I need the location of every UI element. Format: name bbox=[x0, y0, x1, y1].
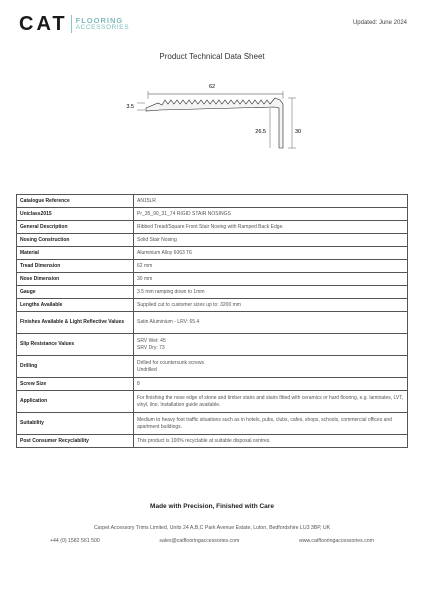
page-title: Product Technical Data Sheet bbox=[159, 52, 265, 61]
spec-key: Catalogue Reference bbox=[17, 195, 134, 208]
footer-website[interactable]: www.catflooringaccessories.com bbox=[299, 538, 374, 544]
logo-sub-line-1: FLOORING bbox=[75, 16, 124, 25]
footer-slogan: Made with Precision, Finished with Care bbox=[150, 503, 274, 510]
spec-key: Finishes Available & Light Reflective Values bbox=[17, 312, 134, 334]
table-row bbox=[17, 334, 408, 356]
spec-value bbox=[134, 356, 408, 378]
logo-sub-line-2: ACCESSORIES bbox=[75, 24, 130, 31]
spec-value: 8 bbox=[134, 378, 408, 391]
spec-value: Ribbed Tread/Square Front Stair Nosing with Ramped Back Edge. bbox=[134, 221, 408, 234]
spec-key: Suitability bbox=[17, 413, 134, 435]
spec-key: Nose Dimension bbox=[17, 273, 134, 286]
spec-value: 30 mm bbox=[134, 273, 408, 286]
table-row bbox=[17, 208, 408, 221]
updated-date: Updated: June 2024 bbox=[352, 20, 407, 26]
spec-key: Gauge bbox=[17, 286, 134, 299]
logo-divider bbox=[71, 15, 72, 33]
spec-key: Uniclass2015 bbox=[17, 208, 134, 221]
outer-height-dimension-label: 30 bbox=[295, 129, 302, 135]
logo-wordmark: CAT bbox=[19, 13, 68, 35]
spec-value: Aluminium Alloy 6063 T6 bbox=[134, 247, 408, 260]
spec-key: General Description bbox=[17, 221, 134, 234]
footer-email[interactable]: sales@catflooringaccessories.com bbox=[159, 538, 240, 544]
table-row bbox=[17, 260, 408, 273]
width-dimension-label: 62 bbox=[208, 84, 216, 90]
spec-value bbox=[134, 334, 408, 356]
spec-key: Nosing Construction bbox=[17, 234, 134, 247]
spec-key: Material bbox=[17, 247, 134, 260]
footer-address: Carpet Accessory Trims Limited, Units 24 A,B,C Park Avenue Estate, Luton, Bedfordshire LU3 3BP, UK bbox=[93, 525, 331, 531]
spec-key: Lengths Available bbox=[17, 299, 134, 312]
spec-value: This product is 100% recyclable at suitable disposal centres. bbox=[134, 435, 408, 448]
table-row bbox=[17, 312, 408, 334]
spec-table bbox=[16, 194, 408, 448]
footer-contacts bbox=[50, 538, 374, 544]
header bbox=[0, 0, 424, 40]
spec-value: For finishing the nose edge of stone and timber stairs and stairs fitted with ceramics or hard flooring, e.g. laminates, LVT, vinyl, lino. Installation guide available. bbox=[134, 391, 408, 413]
table-row bbox=[17, 299, 408, 312]
spec-value: AN15LR bbox=[134, 195, 408, 208]
spec-key: Drilling bbox=[17, 356, 134, 378]
spec-key: Screw Size bbox=[17, 378, 134, 391]
thickness-dimension-label: 3.5 bbox=[126, 104, 134, 110]
spec-value: Supplied cut to customer sizes up to: 3200 mm bbox=[134, 299, 408, 312]
spec-key: Application bbox=[17, 391, 134, 413]
spec-value: Medium to heavy foot traffic situations such as in hotels, pubs, clubs, cafes, shops, schools, commercial offices and apartment buildings. bbox=[134, 413, 408, 435]
spec-value-line: SRV Dry: 73 bbox=[137, 344, 165, 351]
spec-value: Solid Stair Nosing bbox=[134, 234, 408, 247]
table-row bbox=[17, 221, 408, 234]
table-row bbox=[17, 356, 408, 378]
spec-value: Satin Aluminium - LRV: 65.4 bbox=[134, 312, 408, 334]
table-row bbox=[17, 435, 408, 448]
table-row bbox=[17, 286, 408, 299]
spec-key: Slip Resistance Values bbox=[17, 334, 134, 356]
spec-key: Tread Dimension bbox=[17, 260, 134, 273]
table-row bbox=[17, 273, 408, 286]
table-row bbox=[17, 378, 408, 391]
inner-height-dimension-label: 26.5 bbox=[255, 129, 266, 135]
company-logo bbox=[19, 14, 129, 34]
table-row bbox=[17, 413, 408, 435]
spec-value: 3.5 mm ramping down to 1mm bbox=[134, 286, 408, 299]
spec-key: Post Consumer Recyclability bbox=[17, 435, 134, 448]
spec-value-line: Undrilled bbox=[137, 366, 157, 373]
spec-value: Pr_35_90_31_74 RIGID STAIR NOSINGS bbox=[134, 208, 408, 221]
nosing-profile-shape bbox=[146, 98, 283, 148]
table-row bbox=[17, 234, 408, 247]
spec-value-line: Drilled for countersunk screws bbox=[137, 359, 204, 366]
profile-drawing bbox=[120, 78, 320, 150]
footer-phone: +44 (0) 1582 561 500 bbox=[50, 538, 100, 544]
table-row bbox=[17, 391, 408, 413]
logo-subtitle bbox=[76, 17, 130, 31]
table-row bbox=[17, 195, 408, 208]
table-row bbox=[17, 247, 408, 260]
spec-value: 62 mm bbox=[134, 260, 408, 273]
spec-value-line: SRV Wet: 45 bbox=[137, 337, 166, 344]
